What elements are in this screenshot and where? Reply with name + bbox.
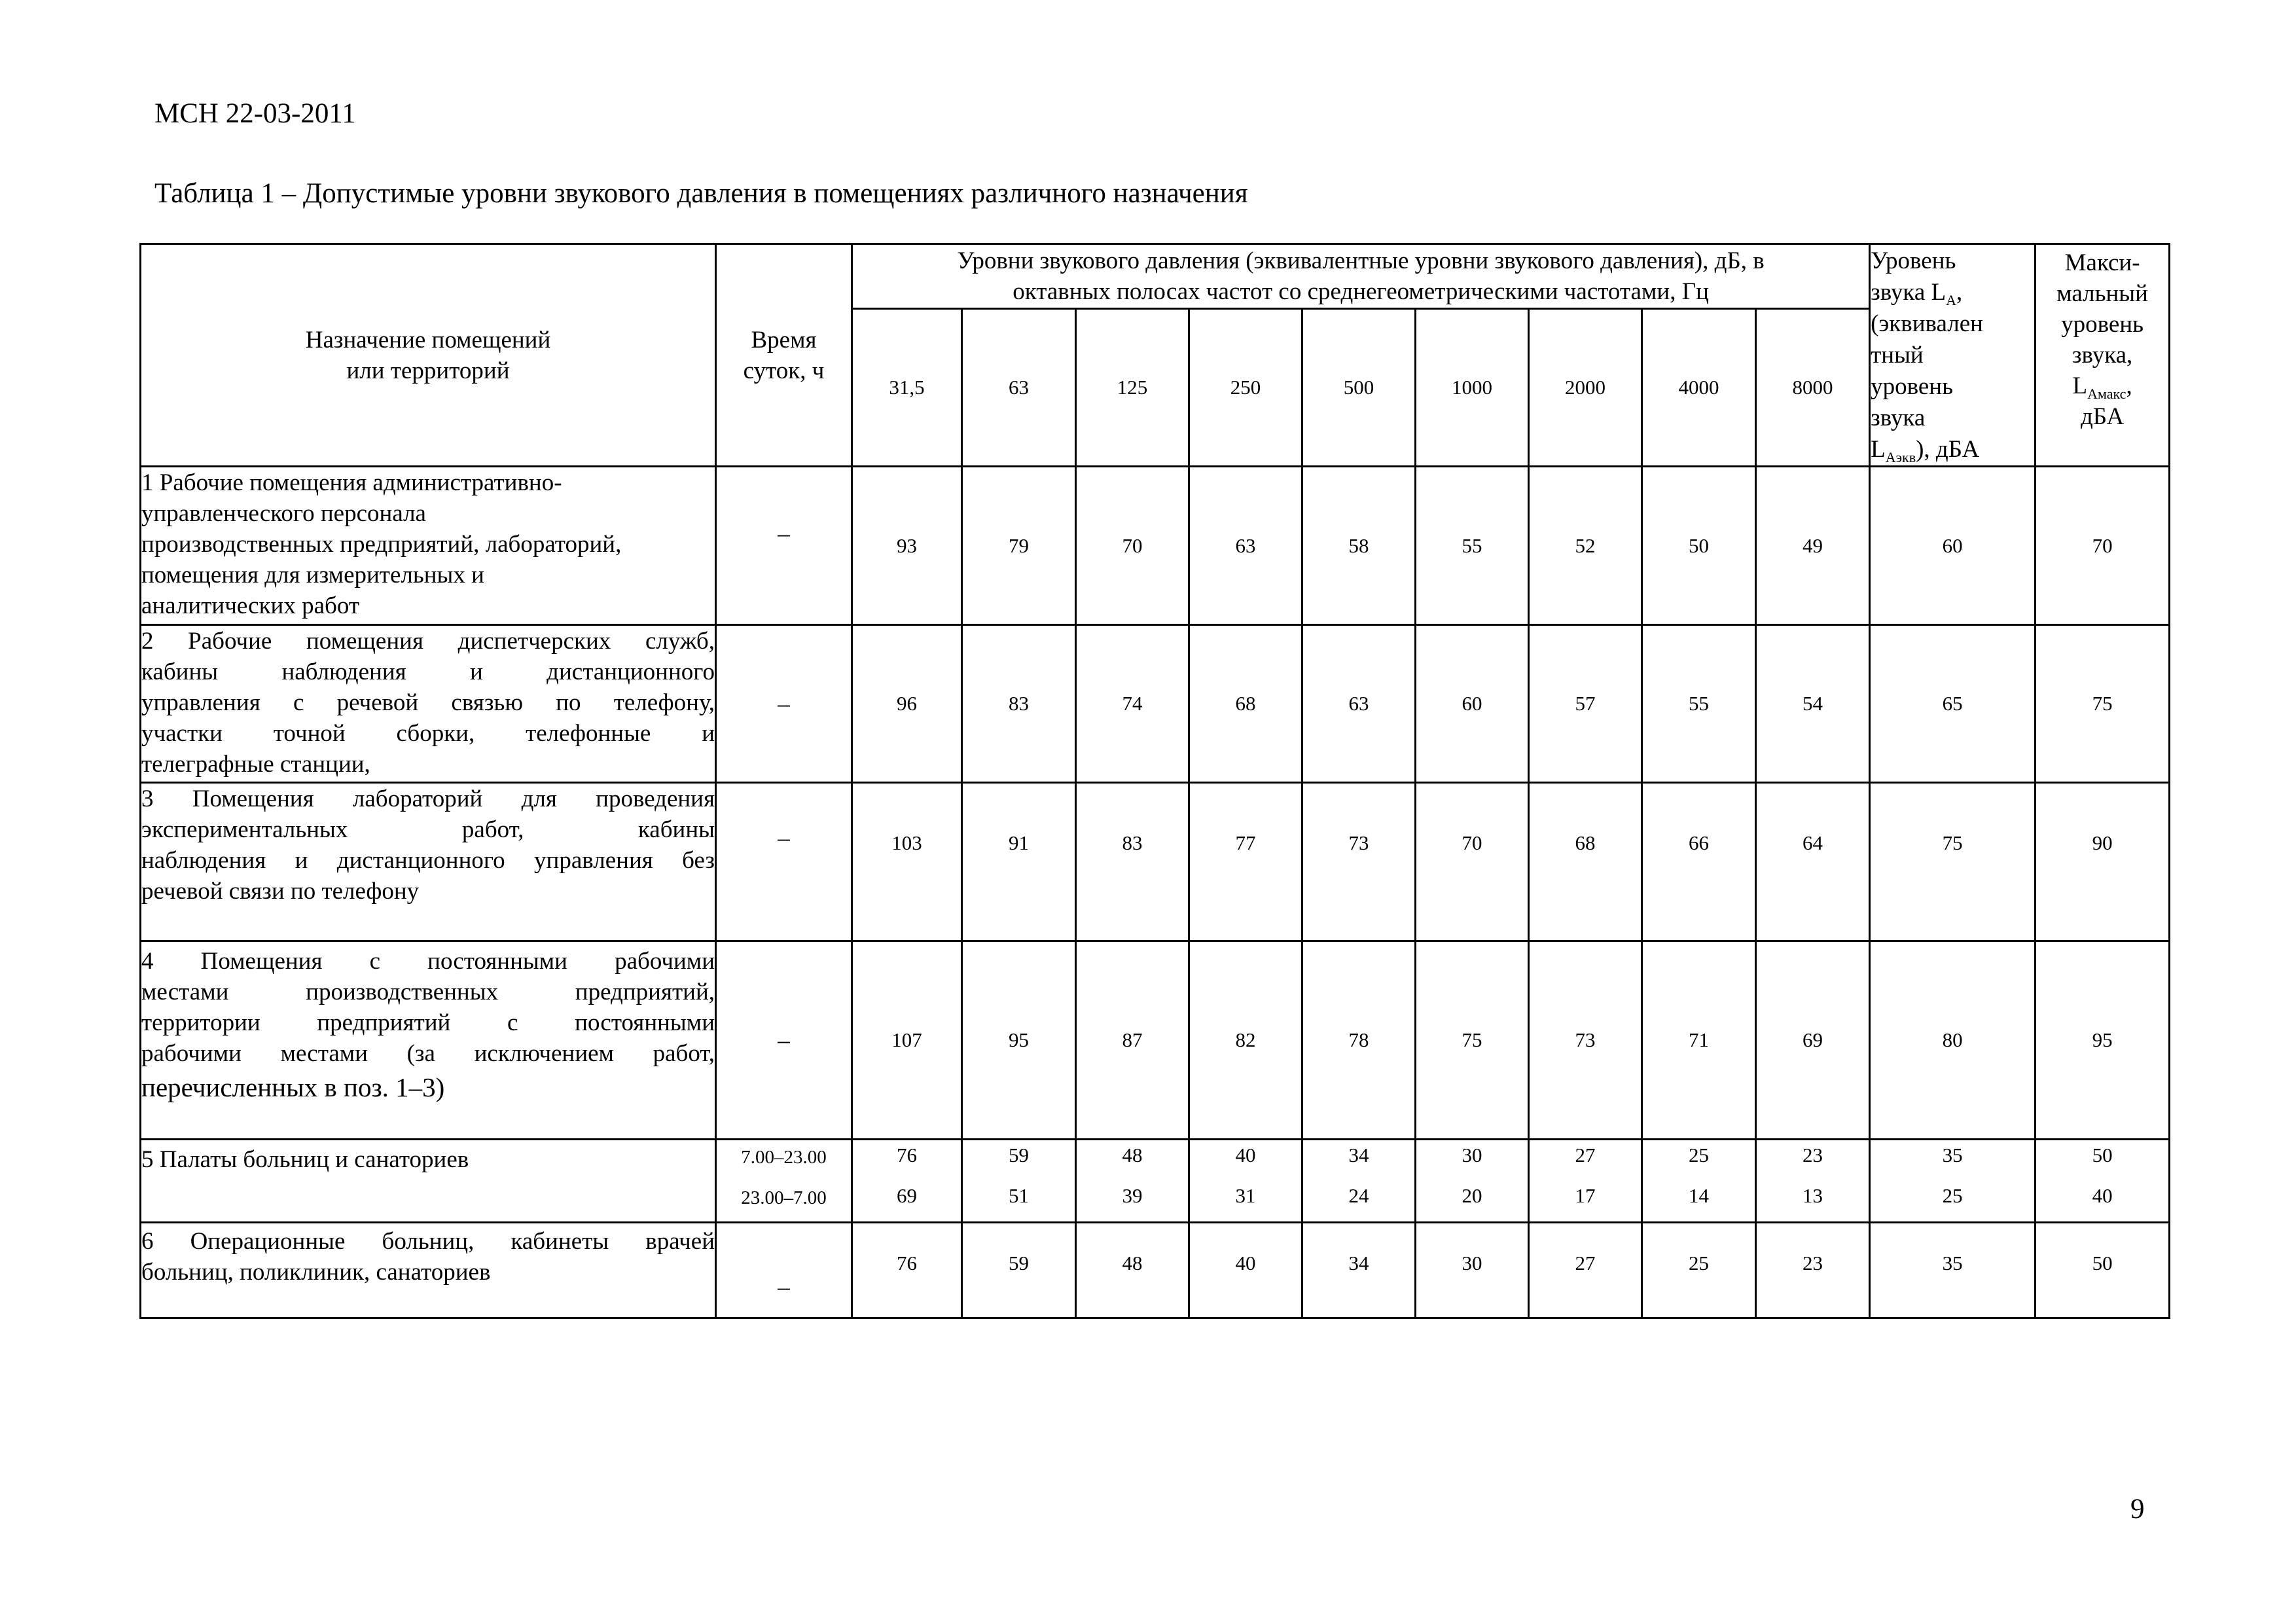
header-time: Время суток, ч	[716, 244, 852, 467]
value-cell: 60	[1416, 625, 1529, 783]
freq-header: 2000	[1529, 309, 1642, 467]
value-cell: 40 31	[1189, 1140, 1302, 1223]
table-row	[141, 467, 2170, 625]
value-cell: 103	[852, 783, 962, 941]
row-time-periods	[716, 1140, 852, 1223]
value-cell: 95	[962, 941, 1076, 1140]
value-cell: 75	[1416, 941, 1529, 1140]
value-cell: 30 20	[1416, 1140, 1529, 1223]
value-cell: 59 51	[962, 1140, 1076, 1223]
time-day: 7.00–23.00	[741, 1147, 827, 1168]
max-level-cell: 70	[2036, 467, 2170, 625]
row-description: 1 Рабочие помещения административно- управленческого персонала производственных предприятий, лабораторий, помещения для измерительных и аналитических работ	[141, 467, 716, 625]
value-cell: 23	[1756, 1223, 1870, 1318]
value-cell: 25 14	[1642, 1140, 1756, 1223]
value-cell: 63	[1189, 467, 1302, 625]
value-cell: 96	[852, 625, 962, 783]
value-cell: 64	[1756, 783, 1870, 941]
max-level-cell: 50	[2036, 1223, 2170, 1318]
value-cell: 58	[1302, 467, 1416, 625]
header-max-level: Макси- мальный уровень звука, $L_{Амакс}$, дБА	[2036, 244, 2170, 467]
table-row	[141, 1140, 2170, 1223]
value-cell: 77	[1189, 783, 1302, 941]
value-cell: 27 17	[1529, 1140, 1642, 1223]
sound-level-cell: 80	[1870, 941, 2036, 1140]
row-time: –	[716, 467, 852, 625]
row-time: –	[716, 625, 852, 783]
value-cell: 93	[852, 467, 962, 625]
table-row	[141, 941, 2170, 1140]
max-level-cell: 75	[2036, 625, 2170, 783]
sound-level-cell: 75	[1870, 783, 2036, 941]
value-cell: 55	[1416, 467, 1529, 625]
value-cell: 83	[962, 625, 1076, 783]
time-night: 23.00–7.00	[741, 1187, 827, 1208]
row-description: 2 Рабочие помещения диспетчерских служб, кабины наблюдения и дистанционного управления с речевой связью по телефону, участки точной сборки, телефонные и телеграфные станции,	[141, 625, 716, 783]
header-row-1	[141, 244, 2170, 309]
value-cell: 30	[1416, 1223, 1529, 1318]
max-level-cell: 90	[2036, 783, 2170, 941]
value-cell: 57	[1529, 625, 1642, 783]
freq-header: 31,5	[852, 309, 962, 467]
sound-level-cell: 60	[1870, 467, 2036, 625]
value-cell: 25	[1642, 1223, 1756, 1318]
table-row	[141, 783, 2170, 941]
freq-header: 4000	[1642, 309, 1756, 467]
freq-header: 500	[1302, 309, 1416, 467]
value-cell: 82	[1189, 941, 1302, 1140]
value-cell: 48 39	[1076, 1140, 1189, 1223]
value-cell: 55	[1642, 625, 1756, 783]
row-description: 6 Операционные больниц, кабинеты врачей больниц, поликлиник, санаториев	[141, 1223, 716, 1318]
value-cell: 70	[1076, 467, 1189, 625]
value-cell: 34	[1302, 1223, 1416, 1318]
header-sound-level: Уровень звука $L_A$, (эквивален тный уровень звука $L_{Аэкв}$), дБА	[1870, 244, 2036, 467]
value-cell: 73	[1529, 941, 1642, 1140]
value-cell: 87	[1076, 941, 1189, 1140]
value-cell: 50	[1642, 467, 1756, 625]
value-cell: 68	[1189, 625, 1302, 783]
value-cell: 52	[1529, 467, 1642, 625]
row-time: –	[716, 783, 852, 941]
value-cell: 71	[1642, 941, 1756, 1140]
document-code: МСН 22-03-2011	[154, 98, 356, 129]
value-cell: 48	[1076, 1223, 1189, 1318]
max-level-cell: 95	[2036, 941, 2170, 1140]
value-cell: 79	[962, 467, 1076, 625]
sound-level-cell: 35 25	[1870, 1140, 2036, 1223]
freq-header: 250	[1189, 309, 1302, 467]
table-row	[141, 625, 2170, 783]
row-description: 4 Помещения с постоянными рабочими местами производственных предприятий, территории предприятий с постоянными рабочими местами (за исключением работ, перечисленных в поз. 1–3)	[141, 941, 716, 1140]
sound-level-cell: 35	[1870, 1223, 2036, 1318]
value-cell: 54	[1756, 625, 1870, 783]
value-cell: 23 13	[1756, 1140, 1870, 1223]
header-purpose: Назначение помещений или территорий	[141, 244, 716, 467]
freq-header: 63	[962, 309, 1076, 467]
freq-header: 1000	[1416, 309, 1529, 467]
freq-header: 125	[1076, 309, 1189, 467]
row-time: –	[716, 941, 852, 1140]
value-cell: 83	[1076, 783, 1189, 941]
value-cell: 69	[1756, 941, 1870, 1140]
value-cell: 40	[1189, 1223, 1302, 1318]
row-description: 3 Помещения лабораторий для проведения экспериментальных работ, кабины наблюдения и дистанционного управления без речевой связи по телефону	[141, 783, 716, 941]
value-cell: 91	[962, 783, 1076, 941]
row-description: 5 Палаты больниц и санаториев	[141, 1140, 716, 1223]
sound-level-cell: 65	[1870, 625, 2036, 783]
value-cell: 66	[1642, 783, 1756, 941]
value-cell: 76	[852, 1223, 962, 1318]
value-cell: 68	[1529, 783, 1642, 941]
page-number: 9	[2130, 1494, 2145, 1525]
row-time: –	[716, 1223, 852, 1318]
value-cell: 49	[1756, 467, 1870, 625]
table-title: Таблица 1 – Допустимые уровни звукового давления в помещениях различного назначения	[154, 178, 1248, 209]
value-cell: 78	[1302, 941, 1416, 1140]
value-cell: 27	[1529, 1223, 1642, 1318]
header-sound-pressure: Уровни звукового давления (эквивалентные уровни звукового давления), дБ, в октавных полосах частот со среднегеометрическими частотами, Гц	[852, 244, 1870, 309]
value-cell: 34 24	[1302, 1140, 1416, 1223]
value-cell: 107	[852, 941, 962, 1140]
value-cell: 76 69	[852, 1140, 962, 1223]
value-cell: 73	[1302, 783, 1416, 941]
table-row	[141, 1223, 2170, 1318]
value-cell: 59	[962, 1223, 1076, 1318]
max-level-cell: 50 40	[2036, 1140, 2170, 1223]
value-cell: 63	[1302, 625, 1416, 783]
noise-levels-table	[139, 243, 2170, 1319]
value-cell: 70	[1416, 783, 1529, 941]
freq-header: 8000	[1756, 309, 1870, 467]
value-cell: 74	[1076, 625, 1189, 783]
